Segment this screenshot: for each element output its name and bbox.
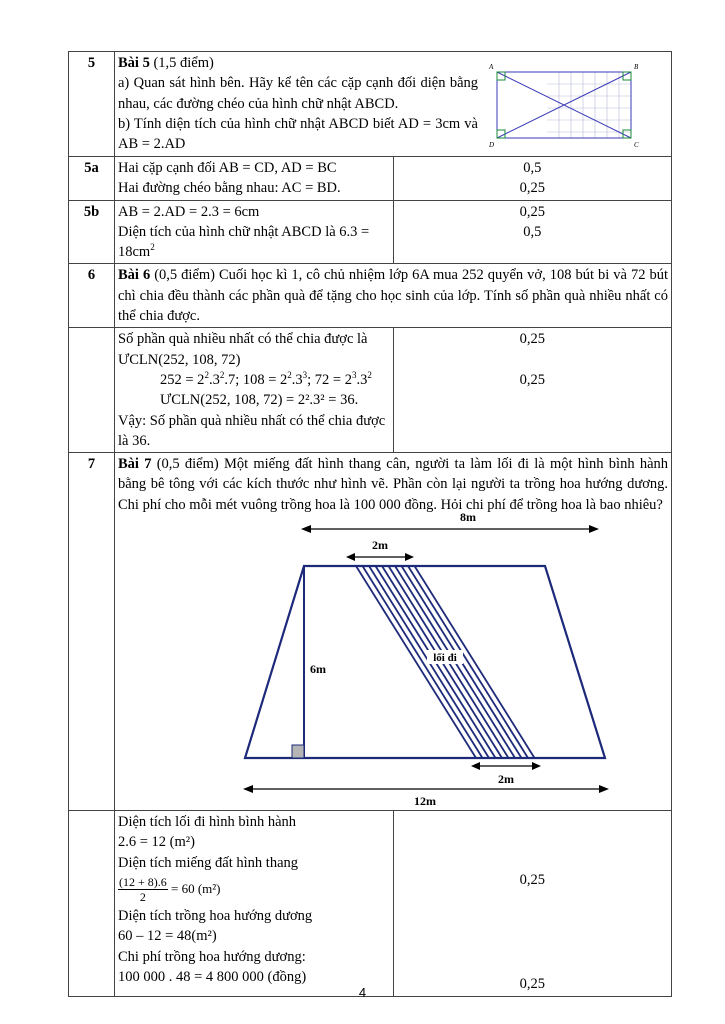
table-row [69, 264, 672, 328]
question-number: 5a [69, 157, 115, 201]
points-value: 0,25 [519, 331, 545, 348]
question-points: (1,5 điểm) [149, 55, 214, 71]
dimension-label-top: 8m [460, 510, 476, 525]
question-part-a: a) Quan sát hình bên. Hãy kể tên các cặp cạnh đối diện bằng nhau, các đường chéo của hình chữ nhật ABCD. [118, 75, 478, 112]
points-value: 0,5 [523, 160, 542, 176]
points-value: 0,25 [519, 203, 545, 220]
question-text: (0,5 điểm) Cuối học kì 1, cô chủ nhiệm lớp 6A mua 252 quyển vở, 108 bút bi và 72 bút chì chia đều thành các phần quà để tặng cho học sinh của lớp. Tính số phần quà nhiều nhất có thể chia được. [118, 267, 668, 325]
answer-line: Diện tích của hình chữ nhật ABCD là 6.3 = 18cm [118, 223, 370, 261]
answer-key-table [68, 51, 672, 997]
table-row [69, 52, 672, 157]
question-cell [115, 52, 672, 157]
trapezoid-garden-figure [115, 453, 711, 808]
page-number: 4 [358, 985, 367, 1000]
question-cell [115, 453, 672, 811]
question-number: 5 [69, 52, 115, 157]
points-cell [393, 328, 672, 453]
answer-line: AB = 2.AD = 2.3 = 6cm [118, 203, 260, 220]
vertex-label-c: C [634, 141, 639, 148]
question-part-b: b) Tính diện tích của hình chữ nhật ABCD biết AD = 3cm và AB = 2.AD [118, 115, 478, 153]
dimension-label-path-top: 2m [372, 538, 388, 553]
table-row [69, 328, 672, 453]
answer-cell [115, 157, 394, 201]
answer-line: 100 000 . 48 = 4 800 000 (đồng) [118, 968, 307, 985]
factorization-line: $252 = 2^2.3^2.7$; $108 = 2^2.3^3$; $72 = 2^3.3^2$ [160, 370, 372, 388]
answer-line: 2.6 = 12 (m²) [118, 834, 195, 851]
points-cell [393, 811, 672, 997]
answer-line: 60 – 12 = 48(m²) [118, 928, 217, 945]
table-row [69, 453, 672, 811]
walkway-label: lối đi [433, 652, 457, 665]
question-number: 5b [69, 200, 115, 264]
question-number: 7 [69, 453, 115, 811]
fraction: $\frac{(12 + 8).6}{2}$ [119, 875, 167, 905]
vertex-label-d: D [489, 141, 495, 148]
points-value: 0,25 [519, 371, 545, 388]
answer-line: ƯCLN(252, 108, 72) = 2².3² = 36. [160, 392, 359, 409]
answer-line: Hai cặp cạnh đối AB = CD, AD = BC [118, 160, 337, 176]
question-cell [115, 264, 672, 328]
points-value: 0,25 [519, 976, 545, 993]
question-number: 6 [69, 264, 115, 328]
answer-cell [115, 328, 394, 453]
dimension-label-height: 6m [310, 662, 326, 677]
answer-line: Vậy: Số phần quà nhiều nhất có thể chia được là 36. [118, 412, 386, 449]
points-cell [393, 157, 672, 201]
fraction-line: $\frac{(12 + 8).6}{2}$ = 60 (m²) [119, 875, 221, 905]
points-value: 0,25 [519, 872, 545, 889]
question-text: (0,5 điểm) Một miếng đất hình thang cân, người ta làm lối đi là một hình bình hành bằng bê tông với các kích thước như hình vẽ. Phần còn lại người ta trồng hoa hướng dương. Chi phí cho mỗi mét vuông trồng hoa là 100 000 đồng. Hỏi chi phí để trồng hoa là bao nhiêu? [118, 456, 669, 513]
question-title: Bài 6 [118, 267, 151, 284]
table-row [69, 811, 672, 997]
question-title: Bài 7 [118, 456, 152, 473]
points-cell [393, 200, 672, 264]
answer-line: Hai đường chéo bằng nhau: AC = BD. [118, 180, 341, 197]
points-value: 0,5 [523, 223, 542, 240]
points-value: 0,25 [519, 180, 545, 197]
question-title: Bài 5 [118, 55, 150, 71]
table-row [69, 157, 672, 201]
answer-line: Diện tích trồng hoa hướng dương [118, 908, 313, 925]
answer-line: Diện tích miếng đất hình thang [118, 854, 299, 871]
answer-cell [115, 200, 394, 264]
answer-cell [115, 811, 394, 997]
vertex-label-a: A [489, 63, 494, 71]
superscript: 2 [150, 242, 155, 253]
dimension-label-bottom: 12m [414, 794, 436, 809]
answer-line: Chi phí trồng hoa hướng dương: [118, 948, 306, 965]
answer-line: Diện tích lối đi hình bình hành [118, 814, 297, 831]
table-row [69, 200, 672, 264]
rectangle-abcd-figure [485, 58, 650, 148]
answer-line: Số phần quà nhiều nhất có thể chia được là ƯCLN(252, 108, 72) [118, 331, 368, 368]
dimension-label-path-bottom: 2m [498, 772, 514, 787]
vertex-label-b: B [634, 63, 639, 71]
